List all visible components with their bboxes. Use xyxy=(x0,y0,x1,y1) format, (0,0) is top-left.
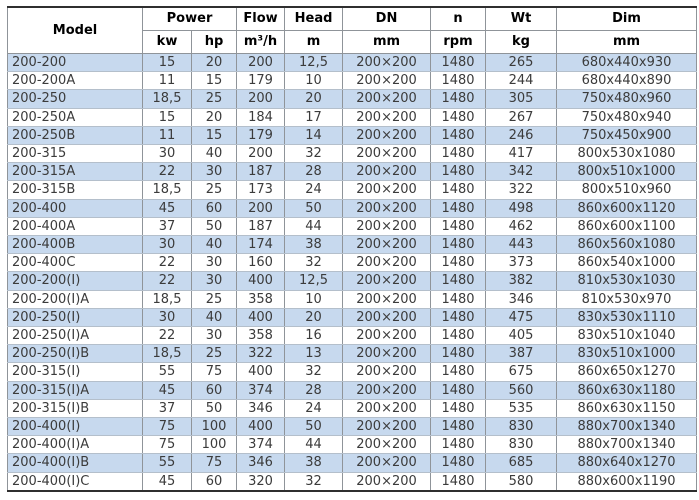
col-header-dim: Dim xyxy=(557,7,697,31)
cell-dn: 200×200 xyxy=(343,236,431,254)
cell-flow: 400 xyxy=(237,272,285,290)
table-header xyxy=(8,7,697,54)
cell-power-hp: 20 xyxy=(192,108,237,126)
cell-head: 14 xyxy=(285,126,343,144)
cell-power-kw: 55 xyxy=(143,363,192,381)
cell-power-hp: 100 xyxy=(192,418,237,436)
cell-dim: 810x530x1030 xyxy=(557,272,697,290)
cell-model: 200-400(I)C xyxy=(8,472,143,491)
cell-head: 44 xyxy=(285,217,343,235)
cell-n: 1480 xyxy=(431,345,486,363)
col-header-n: n xyxy=(431,7,486,31)
cell-head: 32 xyxy=(285,472,343,491)
cell-dn: 200×200 xyxy=(343,54,431,72)
cell-dim: 880x600x1190 xyxy=(557,472,697,491)
cell-power-hp: 25 xyxy=(192,181,237,199)
cell-dn: 200×200 xyxy=(343,454,431,472)
cell-n: 1480 xyxy=(431,454,486,472)
table-body xyxy=(8,54,697,491)
table-row xyxy=(8,199,697,217)
cell-n: 1480 xyxy=(431,217,486,235)
cell-head: 24 xyxy=(285,399,343,417)
cell-dim: 800x530x1080 xyxy=(557,145,697,163)
table-row xyxy=(8,399,697,417)
cell-dim: 880x700x1340 xyxy=(557,436,697,454)
cell-n: 1480 xyxy=(431,163,486,181)
cell-power-kw: 37 xyxy=(143,399,192,417)
cell-flow: 374 xyxy=(237,436,285,454)
cell-wt: 373 xyxy=(486,254,557,272)
cell-head: 50 xyxy=(285,199,343,217)
cell-n: 1480 xyxy=(431,236,486,254)
cell-model: 200-315(I)B xyxy=(8,399,143,417)
cell-dim: 860x600x1120 xyxy=(557,199,697,217)
cell-power-hp: 40 xyxy=(192,145,237,163)
cell-model: 200-400(I)A xyxy=(8,436,143,454)
cell-flow: 374 xyxy=(237,381,285,399)
cell-dn: 200×200 xyxy=(343,108,431,126)
cell-power-kw: 11 xyxy=(143,72,192,90)
cell-power-hp: 40 xyxy=(192,236,237,254)
cell-n: 1480 xyxy=(431,72,486,90)
cell-head: 24 xyxy=(285,181,343,199)
cell-power-kw: 11 xyxy=(143,126,192,144)
cell-head: 28 xyxy=(285,163,343,181)
cell-dn: 200×200 xyxy=(343,381,431,399)
table-row xyxy=(8,436,697,454)
cell-model: 200-250A xyxy=(8,108,143,126)
table-row xyxy=(8,145,697,163)
cell-power-kw: 22 xyxy=(143,272,192,290)
cell-model: 200-315A xyxy=(8,163,143,181)
cell-dim: 800x510x960 xyxy=(557,181,697,199)
cell-flow: 346 xyxy=(237,399,285,417)
cell-head: 20 xyxy=(285,308,343,326)
cell-wt: 267 xyxy=(486,108,557,126)
cell-power-hp: 60 xyxy=(192,199,237,217)
unit-header-flow: m³/h xyxy=(237,31,285,54)
table-row xyxy=(8,163,697,181)
cell-flow: 200 xyxy=(237,54,285,72)
cell-dn: 200×200 xyxy=(343,90,431,108)
cell-dn: 200×200 xyxy=(343,399,431,417)
unit-header-n: rpm xyxy=(431,31,486,54)
cell-dim: 860x540x1000 xyxy=(557,254,697,272)
cell-dn: 200×200 xyxy=(343,163,431,181)
cell-dim: 810x530x970 xyxy=(557,290,697,308)
cell-dn: 200×200 xyxy=(343,418,431,436)
cell-flow: 400 xyxy=(237,418,285,436)
cell-flow: 400 xyxy=(237,363,285,381)
cell-dim: 830x510x1040 xyxy=(557,327,697,345)
cell-wt: 830 xyxy=(486,418,557,436)
cell-power-hp: 40 xyxy=(192,308,237,326)
table-row xyxy=(8,217,697,235)
cell-power-hp: 60 xyxy=(192,472,237,491)
cell-head: 32 xyxy=(285,254,343,272)
cell-flow: 200 xyxy=(237,90,285,108)
cell-model: 200-250B xyxy=(8,126,143,144)
cell-dn: 200×200 xyxy=(343,436,431,454)
cell-wt: 580 xyxy=(486,472,557,491)
cell-flow: 358 xyxy=(237,290,285,308)
cell-flow: 358 xyxy=(237,327,285,345)
cell-dim: 680x440x890 xyxy=(557,72,697,90)
col-header-model: Model xyxy=(8,7,143,54)
cell-power-hp: 25 xyxy=(192,345,237,363)
col-header-dn: DN xyxy=(343,7,431,31)
cell-model: 200-315(I) xyxy=(8,363,143,381)
cell-model: 200-200(I) xyxy=(8,272,143,290)
cell-dim: 860x630x1180 xyxy=(557,381,697,399)
cell-power-hp: 100 xyxy=(192,436,237,454)
cell-wt: 387 xyxy=(486,345,557,363)
cell-model: 200-200(I)A xyxy=(8,290,143,308)
cell-flow: 187 xyxy=(237,217,285,235)
cell-power-kw: 22 xyxy=(143,163,192,181)
cell-model: 200-250 xyxy=(8,90,143,108)
cell-n: 1480 xyxy=(431,181,486,199)
cell-power-kw: 37 xyxy=(143,217,192,235)
cell-power-hp: 30 xyxy=(192,272,237,290)
cell-wt: 244 xyxy=(486,72,557,90)
cell-flow: 174 xyxy=(237,236,285,254)
cell-model: 200-400(I) xyxy=(8,418,143,436)
cell-head: 38 xyxy=(285,236,343,254)
table-row xyxy=(8,254,697,272)
table-row xyxy=(8,363,697,381)
cell-dn: 200×200 xyxy=(343,181,431,199)
cell-dn: 200×200 xyxy=(343,272,431,290)
cell-dn: 200×200 xyxy=(343,308,431,326)
cell-power-hp: 25 xyxy=(192,90,237,108)
table-row xyxy=(8,308,697,326)
cell-dn: 200×200 xyxy=(343,472,431,491)
cell-head: 10 xyxy=(285,72,343,90)
cell-n: 1480 xyxy=(431,126,486,144)
cell-flow: 160 xyxy=(237,254,285,272)
cell-flow: 179 xyxy=(237,126,285,144)
cell-dn: 200×200 xyxy=(343,145,431,163)
cell-wt: 685 xyxy=(486,454,557,472)
cell-power-kw: 30 xyxy=(143,236,192,254)
cell-power-hp: 50 xyxy=(192,399,237,417)
cell-flow: 400 xyxy=(237,308,285,326)
cell-n: 1480 xyxy=(431,290,486,308)
cell-dn: 200×200 xyxy=(343,254,431,272)
cell-flow: 346 xyxy=(237,454,285,472)
cell-model: 200-400 xyxy=(8,199,143,217)
cell-head: 16 xyxy=(285,327,343,345)
col-header-head: Head xyxy=(285,7,343,31)
cell-dim: 860x560x1080 xyxy=(557,236,697,254)
cell-head: 12,5 xyxy=(285,272,343,290)
cell-model: 200-315B xyxy=(8,181,143,199)
cell-model: 200-250(I) xyxy=(8,308,143,326)
col-header-flow: Flow xyxy=(237,7,285,31)
cell-dim: 860x650x1270 xyxy=(557,363,697,381)
cell-head: 28 xyxy=(285,381,343,399)
cell-head: 32 xyxy=(285,145,343,163)
cell-wt: 498 xyxy=(486,199,557,217)
cell-head: 38 xyxy=(285,454,343,472)
table-row xyxy=(8,72,697,90)
cell-power-hp: 15 xyxy=(192,72,237,90)
cell-flow: 173 xyxy=(237,181,285,199)
table-row xyxy=(8,472,697,491)
cell-head: 20 xyxy=(285,90,343,108)
unit-header-dim: mm xyxy=(557,31,697,54)
cell-model: 200-400C xyxy=(8,254,143,272)
cell-wt: 535 xyxy=(486,399,557,417)
cell-wt: 475 xyxy=(486,308,557,326)
cell-dim: 750x450x900 xyxy=(557,126,697,144)
table-row xyxy=(8,108,697,126)
cell-model: 200-250(I)A xyxy=(8,327,143,345)
cell-flow: 179 xyxy=(237,72,285,90)
cell-n: 1480 xyxy=(431,308,486,326)
cell-dim: 880x640x1270 xyxy=(557,454,697,472)
cell-power-hp: 75 xyxy=(192,363,237,381)
unit-header-head: m xyxy=(285,31,343,54)
pump-spec-table xyxy=(7,6,697,492)
cell-dn: 200×200 xyxy=(343,327,431,345)
cell-model: 200-200 xyxy=(8,54,143,72)
cell-power-hp: 30 xyxy=(192,327,237,345)
cell-power-kw: 45 xyxy=(143,472,192,491)
cell-wt: 382 xyxy=(486,272,557,290)
unit-header-wt: kg xyxy=(486,31,557,54)
cell-wt: 246 xyxy=(486,126,557,144)
cell-power-kw: 15 xyxy=(143,54,192,72)
cell-dim: 680x440x930 xyxy=(557,54,697,72)
cell-wt: 830 xyxy=(486,436,557,454)
cell-power-kw: 18,5 xyxy=(143,290,192,308)
cell-dn: 200×200 xyxy=(343,217,431,235)
cell-flow: 187 xyxy=(237,163,285,181)
cell-power-kw: 55 xyxy=(143,454,192,472)
cell-n: 1480 xyxy=(431,472,486,491)
cell-n: 1480 xyxy=(431,145,486,163)
cell-wt: 305 xyxy=(486,90,557,108)
cell-power-kw: 15 xyxy=(143,108,192,126)
cell-head: 10 xyxy=(285,290,343,308)
table-row xyxy=(8,90,697,108)
cell-head: 50 xyxy=(285,418,343,436)
col-header-power: Power xyxy=(143,7,237,31)
cell-power-kw: 18,5 xyxy=(143,90,192,108)
cell-dim: 860x630x1150 xyxy=(557,399,697,417)
cell-power-hp: 20 xyxy=(192,54,237,72)
cell-power-kw: 75 xyxy=(143,436,192,454)
cell-n: 1480 xyxy=(431,399,486,417)
cell-model: 200-400A xyxy=(8,217,143,235)
cell-dim: 830x510x1000 xyxy=(557,345,697,363)
cell-power-hp: 50 xyxy=(192,217,237,235)
cell-power-kw: 18,5 xyxy=(143,345,192,363)
cell-flow: 320 xyxy=(237,472,285,491)
cell-n: 1480 xyxy=(431,327,486,345)
cell-power-kw: 45 xyxy=(143,199,192,217)
table-row xyxy=(8,418,697,436)
cell-model: 200-315 xyxy=(8,145,143,163)
unit-header-kw: kw xyxy=(143,31,192,54)
cell-dn: 200×200 xyxy=(343,126,431,144)
cell-n: 1480 xyxy=(431,108,486,126)
cell-dim: 860x600x1100 xyxy=(557,217,697,235)
cell-wt: 322 xyxy=(486,181,557,199)
cell-power-kw: 30 xyxy=(143,308,192,326)
cell-n: 1480 xyxy=(431,272,486,290)
table-row xyxy=(8,54,697,72)
cell-dn: 200×200 xyxy=(343,363,431,381)
cell-head: 13 xyxy=(285,345,343,363)
cell-head: 17 xyxy=(285,108,343,126)
unit-header-dn: mm xyxy=(343,31,431,54)
cell-power-hp: 60 xyxy=(192,381,237,399)
cell-head: 32 xyxy=(285,363,343,381)
cell-dn: 200×200 xyxy=(343,290,431,308)
table-row xyxy=(8,126,697,144)
cell-n: 1480 xyxy=(431,90,486,108)
table-row xyxy=(8,454,697,472)
cell-n: 1480 xyxy=(431,381,486,399)
cell-dim: 800x510x1000 xyxy=(557,163,697,181)
cell-wt: 342 xyxy=(486,163,557,181)
cell-power-kw: 45 xyxy=(143,381,192,399)
table-row xyxy=(8,327,697,345)
cell-wt: 346 xyxy=(486,290,557,308)
cell-head: 12,5 xyxy=(285,54,343,72)
table-row xyxy=(8,181,697,199)
table-row xyxy=(8,272,697,290)
table-row xyxy=(8,381,697,399)
table-row xyxy=(8,236,697,254)
cell-power-hp: 25 xyxy=(192,290,237,308)
cell-dim: 750x480x940 xyxy=(557,108,697,126)
cell-wt: 265 xyxy=(486,54,557,72)
cell-power-kw: 22 xyxy=(143,254,192,272)
cell-power-hp: 30 xyxy=(192,163,237,181)
table-row xyxy=(8,290,697,308)
cell-head: 44 xyxy=(285,436,343,454)
header-row-labels xyxy=(8,7,697,31)
cell-n: 1480 xyxy=(431,199,486,217)
cell-model: 200-250(I)B xyxy=(8,345,143,363)
cell-dn: 200×200 xyxy=(343,345,431,363)
cell-dn: 200×200 xyxy=(343,199,431,217)
cell-power-hp: 15 xyxy=(192,126,237,144)
cell-wt: 675 xyxy=(486,363,557,381)
cell-wt: 405 xyxy=(486,327,557,345)
cell-n: 1480 xyxy=(431,418,486,436)
cell-wt: 417 xyxy=(486,145,557,163)
cell-power-hp: 30 xyxy=(192,254,237,272)
cell-dim: 750x480x960 xyxy=(557,90,697,108)
cell-flow: 184 xyxy=(237,108,285,126)
cell-n: 1480 xyxy=(431,436,486,454)
cell-power-kw: 18,5 xyxy=(143,181,192,199)
cell-n: 1480 xyxy=(431,254,486,272)
cell-n: 1480 xyxy=(431,363,486,381)
cell-wt: 443 xyxy=(486,236,557,254)
cell-model: 200-200A xyxy=(8,72,143,90)
cell-flow: 200 xyxy=(237,145,285,163)
cell-power-kw: 30 xyxy=(143,145,192,163)
cell-model: 200-400B xyxy=(8,236,143,254)
cell-flow: 322 xyxy=(237,345,285,363)
cell-dn: 200×200 xyxy=(343,72,431,90)
cell-flow: 200 xyxy=(237,199,285,217)
cell-dim: 880x700x1340 xyxy=(557,418,697,436)
table-row xyxy=(8,345,697,363)
col-header-wt: Wt xyxy=(486,7,557,31)
cell-wt: 560 xyxy=(486,381,557,399)
cell-dim: 830x530x1110 xyxy=(557,308,697,326)
cell-power-kw: 75 xyxy=(143,418,192,436)
cell-model: 200-315(I)A xyxy=(8,381,143,399)
cell-power-kw: 22 xyxy=(143,327,192,345)
cell-n: 1480 xyxy=(431,54,486,72)
cell-model: 200-400(I)B xyxy=(8,454,143,472)
unit-header-hp: hp xyxy=(192,31,237,54)
cell-wt: 462 xyxy=(486,217,557,235)
cell-power-hp: 75 xyxy=(192,454,237,472)
